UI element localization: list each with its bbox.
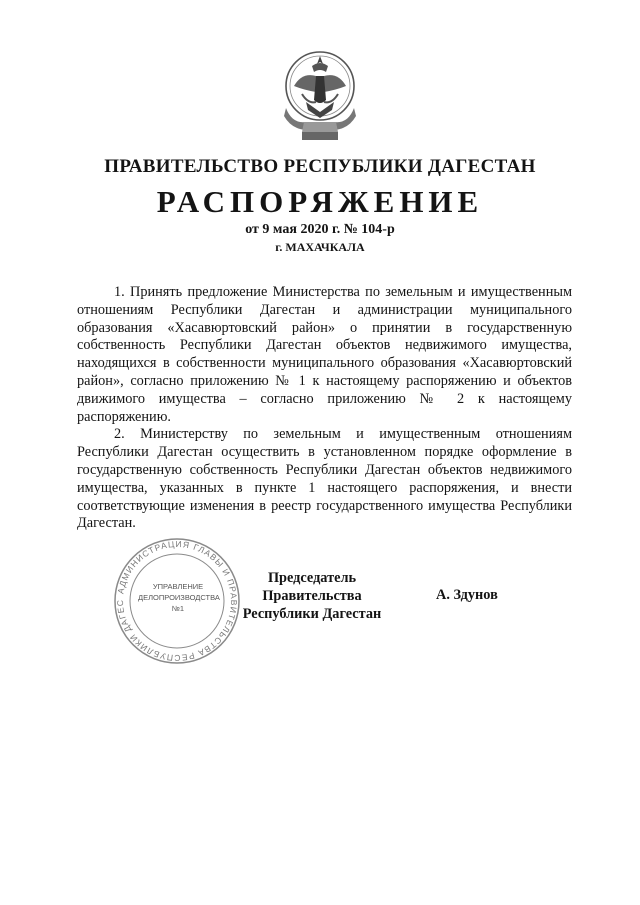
paragraph-2: 2. Министерству по земельным и имущественным отношениям Республики Дагестан осуществить в установленном порядке оформление в государственную собственность Республики Дагестан объектов недвижимого имущества, указанных в пункте 1 настоящего распоряжения, и внести соответствующие изменения в реестр государственного имущества Республики Дагестан. <box>77 426 572 532</box>
signer-name: А. Здунов <box>436 587 498 603</box>
stamp-center <box>138 581 218 614</box>
date-number: от 9 мая 2020 г. № 104-р <box>245 222 395 237</box>
signer-title-line-2: Республики Дагестан <box>242 606 382 622</box>
signer-title <box>217 569 407 623</box>
signer-title-line-1: Председатель Правительства <box>262 570 362 604</box>
stamp-line-2: ДЕЛОПРОИЗВОДСТВА <box>138 593 220 602</box>
coat-of-arms-icon <box>272 46 368 146</box>
document-type: РАСПОРЯЖЕНИЕ <box>156 184 484 219</box>
government-title: ПРАВИТЕЛЬСТВО РЕСПУБЛИКИ ДАГЕСТАН <box>104 156 536 177</box>
paragraph-1: 1. Принять предложение Министерства по земельным и имущественным отношениям Республики Дагестан и администрации муниципального образования «Хасавюртовский район» о принятии в государственную собственность Республики Дагестан объектов недвижимого имущества, находящихся в собственности муниципального образования «Хасавюртовский район», согласно приложению № 1 к настоящему распоряжению и объектов движимого имущества – согласно приложению № 2 к настоящему распоряжению. <box>77 284 572 425</box>
stamp-outer-text: АДМИНИСТРАЦИЯ ГЛАВЫ И ПРАВИТЕЛЬСТВА РЕСПУБЛИКИ ДАГЕС <box>114 538 240 664</box>
city: г. МАХАЧКАЛА <box>275 240 365 254</box>
stamp-line-1: УПРАВЛЕНИЕ <box>152 582 204 591</box>
stamp-line-3: №1 <box>171 604 185 613</box>
document-body <box>77 284 572 533</box>
